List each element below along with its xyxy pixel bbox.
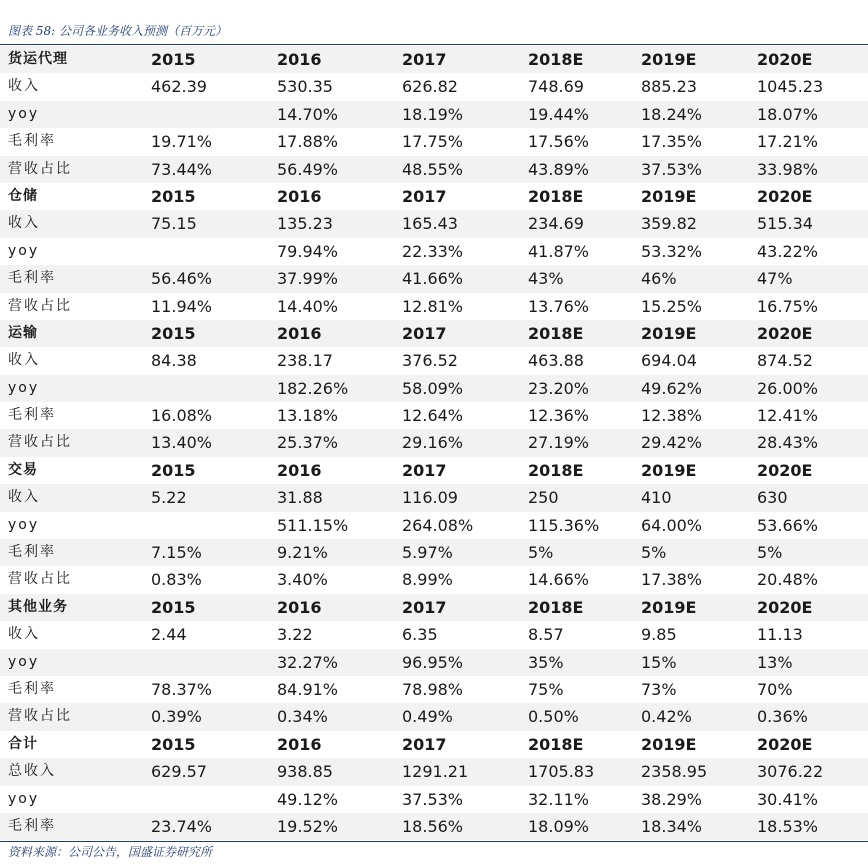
value-cell: 165.43 [402, 214, 458, 234]
section-header-row [0, 320, 868, 347]
value-cell: 20.48% [757, 570, 819, 590]
value-cell: 43.89% [528, 159, 590, 179]
value-cell: 515.34 [757, 214, 813, 234]
value-cell: 0.42% [641, 707, 692, 727]
row-label: yoy [8, 516, 40, 533]
value-cell: 14.66% [528, 570, 590, 590]
year-header-cell: 2020E [757, 186, 813, 206]
table-row [0, 73, 868, 100]
value-cell: 17.75% [402, 132, 464, 152]
value-cell: 359.82 [641, 214, 697, 234]
value-cell: 41.66% [402, 269, 464, 289]
year-header-cell: 2017 [402, 597, 447, 617]
value-cell: 5.22 [151, 488, 187, 508]
value-cell: 43.22% [757, 241, 819, 261]
value-cell: 182.26% [277, 378, 349, 398]
value-cell: 53.66% [757, 515, 819, 535]
value-cell: 626.82 [402, 77, 458, 97]
row-label: 毛利率 [8, 407, 56, 424]
value-cell: 7.15% [151, 543, 202, 563]
value-cell: 30.41% [757, 789, 819, 809]
value-cell: 38.29% [641, 789, 703, 809]
row-label: 收入 [8, 626, 40, 643]
value-cell: 70% [757, 679, 793, 699]
value-cell: 19.44% [528, 104, 590, 124]
table-row [0, 101, 868, 128]
year-header-cell: 2017 [402, 460, 447, 480]
value-cell: 78.98% [402, 679, 464, 699]
row-label: 毛利率 [8, 544, 56, 561]
value-cell: 18.24% [641, 104, 703, 124]
table-row [0, 238, 868, 265]
value-cell: 0.34% [277, 707, 328, 727]
row-label: 收入 [8, 489, 40, 506]
value-cell: 0.83% [151, 570, 202, 590]
section-title: 合计 [8, 735, 38, 752]
value-cell: 264.08% [402, 515, 474, 535]
value-cell: 0.49% [402, 707, 453, 727]
value-cell: 238.17 [277, 351, 333, 371]
year-header-cell: 2018E [528, 186, 584, 206]
row-label: 毛利率 [8, 270, 56, 287]
year-header-cell: 2015 [151, 460, 196, 480]
value-cell: 116.09 [402, 488, 458, 508]
value-cell: 5% [528, 543, 554, 563]
year-header-cell: 2017 [402, 186, 447, 206]
value-cell: 13.76% [528, 296, 590, 316]
value-cell: 16.08% [151, 406, 213, 426]
table-row [0, 293, 868, 320]
value-cell: 250 [528, 488, 559, 508]
year-header-cell: 2017 [402, 323, 447, 343]
row-label: 毛利率 [8, 133, 56, 150]
value-cell: 56.49% [277, 159, 339, 179]
value-cell: 73.44% [151, 159, 213, 179]
year-header-cell: 2019E [641, 186, 697, 206]
value-cell: 885.23 [641, 77, 697, 97]
table-row [0, 786, 868, 813]
value-cell: 37.53% [641, 159, 703, 179]
value-cell: 79.94% [277, 241, 339, 261]
value-cell: 0.50% [528, 707, 579, 727]
value-cell: 75% [528, 679, 564, 699]
value-cell: 12.64% [402, 406, 464, 426]
value-cell: 0.36% [757, 707, 808, 727]
value-cell: 43% [528, 269, 564, 289]
section-title: 交易 [8, 461, 38, 478]
value-cell: 29.42% [641, 433, 703, 453]
year-header-cell: 2020E [757, 323, 813, 343]
year-header-cell: 2018E [528, 597, 584, 617]
value-cell: 17.38% [641, 570, 703, 590]
value-cell: 0.39% [151, 707, 202, 727]
source-note: 资料来源：公司公告，国盛证券研究所 [8, 845, 213, 859]
year-header-cell: 2015 [151, 597, 196, 617]
value-cell: 17.21% [757, 132, 819, 152]
row-label: yoy [8, 379, 40, 396]
value-cell: 629.57 [151, 762, 207, 782]
value-cell: 135.23 [277, 214, 333, 234]
value-cell: 96.95% [402, 652, 464, 672]
year-header-cell: 2018E [528, 734, 584, 754]
year-header-cell: 2016 [277, 460, 322, 480]
value-cell: 29.16% [402, 433, 464, 453]
value-cell: 5.97% [402, 543, 453, 563]
value-cell: 18.07% [757, 104, 819, 124]
value-cell: 73% [641, 679, 677, 699]
value-cell: 8.57 [528, 625, 564, 645]
table-row [0, 265, 868, 292]
value-cell: 58.09% [402, 378, 464, 398]
value-cell: 2.44 [151, 625, 187, 645]
table-row [0, 676, 868, 703]
value-cell: 1045.23 [757, 77, 824, 97]
year-header-cell: 2020E [757, 460, 813, 480]
value-cell: 84.91% [277, 679, 339, 699]
value-cell: 23.74% [151, 816, 213, 836]
table-row [0, 539, 868, 566]
year-header-cell: 2019E [641, 597, 697, 617]
value-cell: 18.09% [528, 816, 590, 836]
value-cell: 26.00% [757, 378, 819, 398]
value-cell: 18.34% [641, 816, 703, 836]
value-cell: 462.39 [151, 77, 207, 97]
year-header-cell: 2016 [277, 323, 322, 343]
value-cell: 15% [641, 652, 677, 672]
year-header-cell: 2016 [277, 597, 322, 617]
value-cell: 19.71% [151, 132, 213, 152]
value-cell: 53.32% [641, 241, 703, 261]
value-cell: 874.52 [757, 351, 813, 371]
value-cell: 49.12% [277, 789, 339, 809]
value-cell: 64.00% [641, 515, 703, 535]
value-cell: 9.21% [277, 543, 328, 563]
value-cell: 115.36% [528, 515, 600, 535]
row-label: 收入 [8, 215, 40, 232]
value-cell: 84.38 [151, 351, 197, 371]
value-cell: 6.35 [402, 625, 438, 645]
value-cell: 376.52 [402, 351, 458, 371]
value-cell: 14.40% [277, 296, 339, 316]
value-cell: 234.69 [528, 214, 584, 234]
value-cell: 33.98% [757, 159, 819, 179]
value-cell: 75.15 [151, 214, 197, 234]
row-label: 营收占比 [8, 297, 72, 314]
value-cell: 694.04 [641, 351, 697, 371]
value-cell: 5% [641, 543, 667, 563]
value-cell: 56.46% [151, 269, 213, 289]
year-header-cell: 2015 [151, 734, 196, 754]
figure-caption: 图表 58: 公司各业务收入预测（百万元） [8, 24, 227, 38]
row-label: 营收占比 [8, 571, 72, 588]
value-cell: 748.69 [528, 77, 584, 97]
row-label: yoy [8, 105, 40, 122]
bottom-rule [0, 841, 868, 842]
value-cell: 48.55% [402, 159, 464, 179]
value-cell: 9.85 [641, 625, 677, 645]
table-row [0, 813, 868, 840]
year-header-cell: 2018E [528, 50, 584, 69]
value-cell: 530.35 [277, 77, 333, 97]
row-label: 营收占比 [8, 160, 72, 177]
year-header-cell: 2019E [641, 323, 697, 343]
value-cell: 18.53% [757, 816, 819, 836]
table-row [0, 156, 868, 183]
year-header-cell: 2017 [402, 50, 447, 69]
value-cell: 511.15% [277, 515, 349, 535]
year-header-cell: 2019E [641, 50, 697, 69]
value-cell: 32.27% [277, 652, 339, 672]
value-cell: 17.35% [641, 132, 703, 152]
forecast-table [0, 46, 868, 840]
row-label: yoy [8, 790, 40, 807]
value-cell: 3.40% [277, 570, 328, 590]
table-row [0, 621, 868, 648]
year-header-cell: 2015 [151, 323, 196, 343]
value-cell: 13% [757, 652, 793, 672]
value-cell: 16.75% [757, 296, 819, 316]
row-label: 毛利率 [8, 680, 56, 697]
value-cell: 32.11% [528, 789, 590, 809]
row-label: 总收入 [8, 763, 56, 780]
value-cell: 37.53% [402, 789, 464, 809]
value-cell: 25.37% [277, 433, 339, 453]
year-header-cell: 2016 [277, 186, 322, 206]
year-header-cell: 2020E [757, 597, 813, 617]
section-title: 仓储 [8, 187, 38, 204]
value-cell: 3076.22 [757, 762, 824, 782]
section-header-row [0, 46, 868, 73]
table-row [0, 128, 868, 155]
value-cell: 31.88 [277, 488, 323, 508]
value-cell: 41.87% [528, 241, 590, 261]
value-cell: 3.22 [277, 625, 313, 645]
section-title: 其他业务 [8, 598, 68, 615]
year-header-cell: 2020E [757, 734, 813, 754]
year-header-cell: 2016 [277, 50, 322, 69]
value-cell: 49.62% [641, 378, 703, 398]
table-row [0, 758, 868, 785]
value-cell: 27.19% [528, 433, 590, 453]
year-header-cell: 2019E [641, 460, 697, 480]
value-cell: 78.37% [151, 679, 213, 699]
value-cell: 17.56% [528, 132, 590, 152]
row-label: 营收占比 [8, 708, 72, 725]
section-title: 运输 [8, 324, 38, 341]
value-cell: 13.40% [151, 433, 213, 453]
year-header-cell: 2018E [528, 323, 584, 343]
row-label: 营收占比 [8, 434, 72, 451]
table-row [0, 347, 868, 374]
value-cell: 1291.21 [402, 762, 469, 782]
value-cell: 12.38% [641, 406, 703, 426]
value-cell: 18.56% [402, 816, 464, 836]
value-cell: 463.88 [528, 351, 584, 371]
table-row [0, 512, 868, 539]
value-cell: 12.81% [402, 296, 464, 316]
value-cell: 13.18% [277, 406, 339, 426]
value-cell: 938.85 [277, 762, 333, 782]
table-row [0, 649, 868, 676]
value-cell: 8.99% [402, 570, 453, 590]
value-cell: 22.33% [402, 241, 464, 261]
year-header-cell: 2019E [641, 734, 697, 754]
value-cell: 12.41% [757, 406, 819, 426]
value-cell: 12.36% [528, 406, 590, 426]
table-row [0, 703, 868, 730]
value-cell: 17.88% [277, 132, 339, 152]
section-header-row [0, 183, 868, 210]
table-row [0, 429, 868, 456]
top-rule [0, 44, 868, 45]
row-label: yoy [8, 653, 40, 670]
value-cell: 1705.83 [528, 762, 595, 782]
value-cell: 14.70% [277, 104, 339, 124]
section-header-row [0, 457, 868, 484]
row-label: 收入 [8, 78, 40, 95]
table-row [0, 210, 868, 237]
year-header-cell: 2017 [402, 734, 447, 754]
value-cell: 23.20% [528, 378, 590, 398]
value-cell: 2358.95 [641, 762, 708, 782]
row-label: 毛利率 [8, 817, 56, 834]
section-title: 货运代理 [8, 51, 68, 67]
year-header-cell: 2016 [277, 734, 322, 754]
year-header-cell: 2018E [528, 460, 584, 480]
table-row [0, 375, 868, 402]
section-header-row [0, 594, 868, 621]
value-cell: 5% [757, 543, 783, 563]
value-cell: 28.43% [757, 433, 819, 453]
table-row [0, 566, 868, 593]
row-label: 收入 [8, 352, 40, 369]
value-cell: 15.25% [641, 296, 703, 316]
row-label: yoy [8, 242, 40, 259]
table-row [0, 484, 868, 511]
section-header-row [0, 731, 868, 758]
value-cell: 35% [528, 652, 564, 672]
table-row [0, 402, 868, 429]
year-header-cell: 2020E [757, 50, 813, 69]
year-header-cell: 2015 [151, 50, 196, 69]
year-header-cell: 2015 [151, 186, 196, 206]
value-cell: 630 [757, 488, 788, 508]
value-cell: 47% [757, 269, 793, 289]
value-cell: 11.94% [151, 296, 213, 316]
value-cell: 37.99% [277, 269, 339, 289]
value-cell: 19.52% [277, 816, 339, 836]
value-cell: 11.13 [757, 625, 803, 645]
value-cell: 410 [641, 488, 672, 508]
value-cell: 18.19% [402, 104, 464, 124]
value-cell: 46% [641, 269, 677, 289]
